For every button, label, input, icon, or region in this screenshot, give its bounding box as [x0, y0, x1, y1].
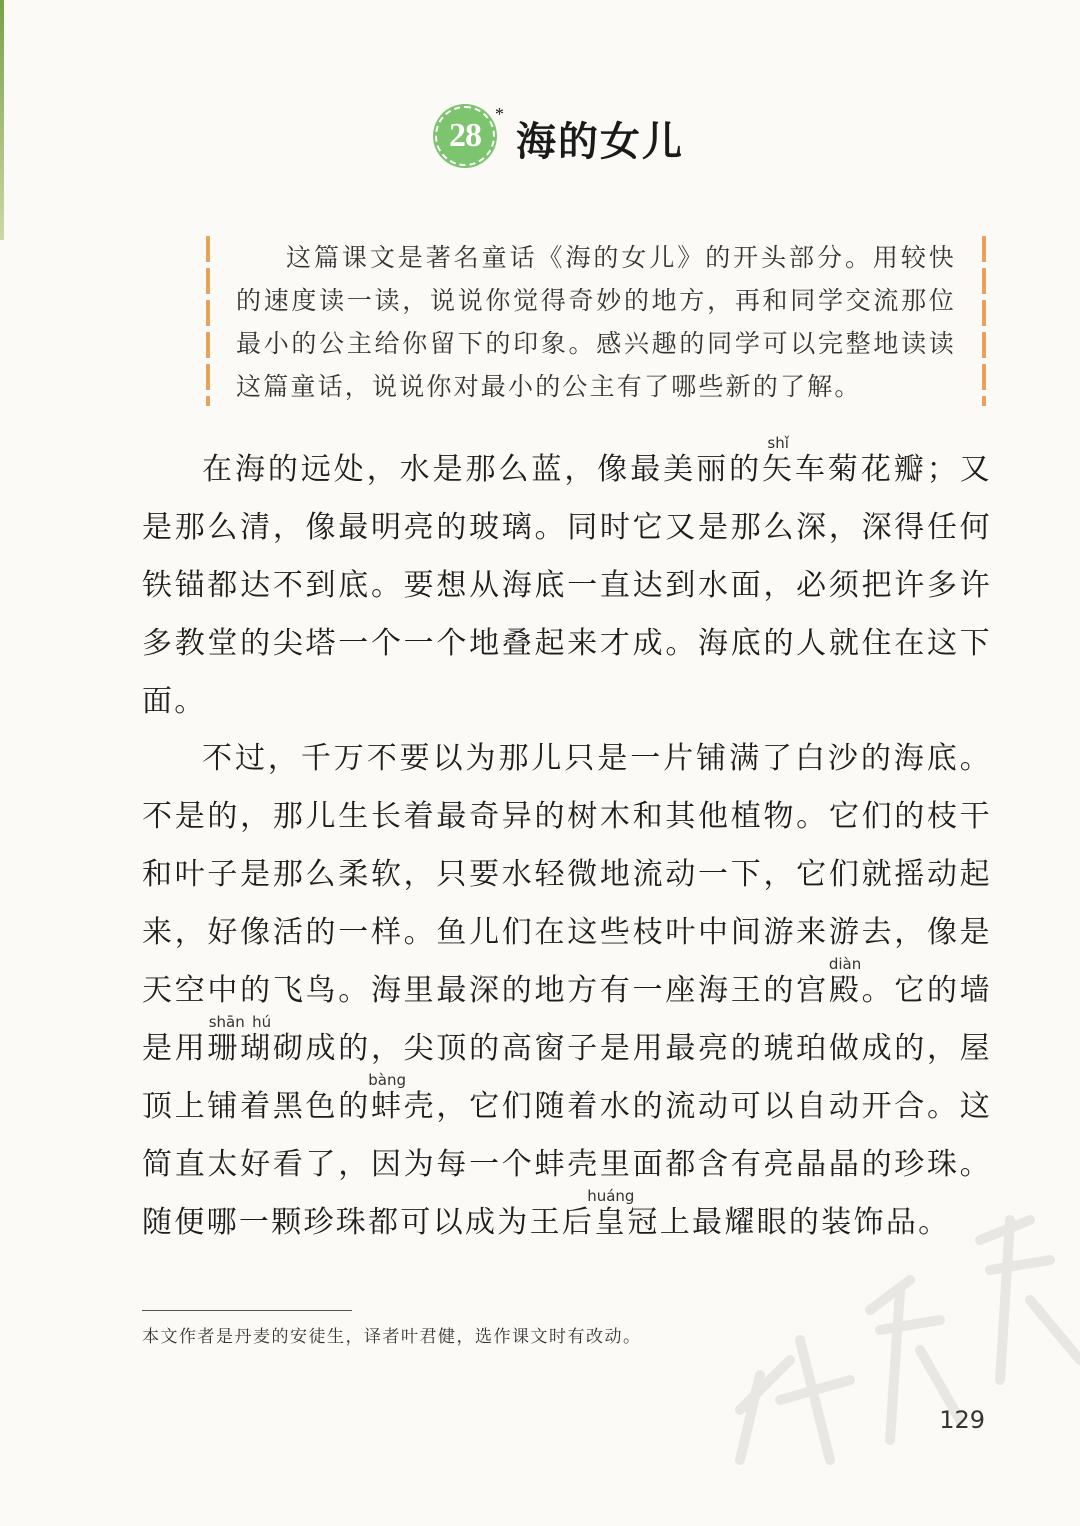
publisher-watermark: [680, 1160, 1080, 1480]
lesson-number: 28: [449, 117, 481, 154]
page-number: 129: [939, 1406, 985, 1434]
pinyin-annotation: [828, 955, 862, 1008]
annotated-char: 殿: [828, 973, 862, 1008]
text-segment: 冠上最耀眼的装饰品。: [627, 1205, 951, 1240]
lesson-header: [0, 100, 1080, 180]
pinyin: diàn: [828, 955, 862, 973]
footnote-divider: [142, 1310, 352, 1311]
reading-tip-box: [206, 236, 986, 406]
tip-box-left-border: [206, 236, 210, 406]
body-paragraph-1: [142, 436, 992, 731]
lesson-title: 海的女儿: [516, 119, 684, 165]
pinyin: bàng: [368, 1071, 406, 1089]
reading-tip-text: 这篇课文是著名童话《海的女儿》的开头部分。用较快的速度读一读，说说你觉得奇妙的地方，再和同学交流那位最小的公主给你留下的印象。感兴趣的同学可以完整地读读这篇童话，说说你对最小的公主有了哪些新的了解。: [236, 243, 956, 401]
text-segment: 车菊花瓣；又是那么清，像最明亮的玻璃。同时它又是那么深，深得任何铁锚都达不到底。要想从海底一直达到水面，必须把许多许多教堂的尖塔一个一个地叠起来才成。海底的人就住在这下面。: [142, 452, 992, 719]
annotated-char: 蚌: [368, 1089, 406, 1124]
pinyin: shǐ: [762, 434, 795, 452]
tip-box-right-border: [982, 236, 986, 406]
pinyin: shān hú: [207, 1013, 273, 1031]
text-segment: 不过，千万不要以为那儿只是一片铺满了白沙的海底。不是的，那儿生长着最奇异的树木和其他植物。它们的枝干和叶子是那么柔软，只要水轻微地流动一下，它们就摇动起来，好像活的一样。鱼儿们在这些枝叶中间游来游去，像是天空中的飞鸟。海里最深的地方有一座海王的宫: [142, 741, 992, 1008]
lesson-number-badge: [435, 106, 495, 166]
annotated-char: 珊瑚: [207, 1031, 273, 1066]
pinyin-annotation: [207, 1013, 273, 1066]
pinyin-annotation: [368, 1071, 406, 1124]
pinyin: huáng: [587, 1187, 635, 1205]
annotated-char: 矢: [762, 452, 795, 487]
pinyin-annotation: [762, 434, 795, 487]
pinyin-annotation: [587, 1187, 635, 1240]
text-segment: 。它的墙是用: [142, 973, 992, 1066]
annotated-char: 皇: [587, 1205, 635, 1240]
text-segment: 砌成的，尖顶的高窗子是用最亮的琥珀做成的，屋顶上铺着黑色的: [142, 1031, 992, 1124]
text-segment: 壳，它们随着水的流动可以自动开合。这简直太好看了，因为每一个蚌壳里面都含有亮晶晶的珍珠。随便哪一颗珍珠都可以成为王后: [142, 1089, 992, 1240]
footnote: 本文作者是丹麦的安徒生，译者叶君健，选作课文时有改动。: [142, 1327, 642, 1347]
optional-lesson-marker: *: [495, 104, 504, 124]
text-segment: 在海的远处，水是那么蓝，像最美丽的: [202, 452, 763, 487]
